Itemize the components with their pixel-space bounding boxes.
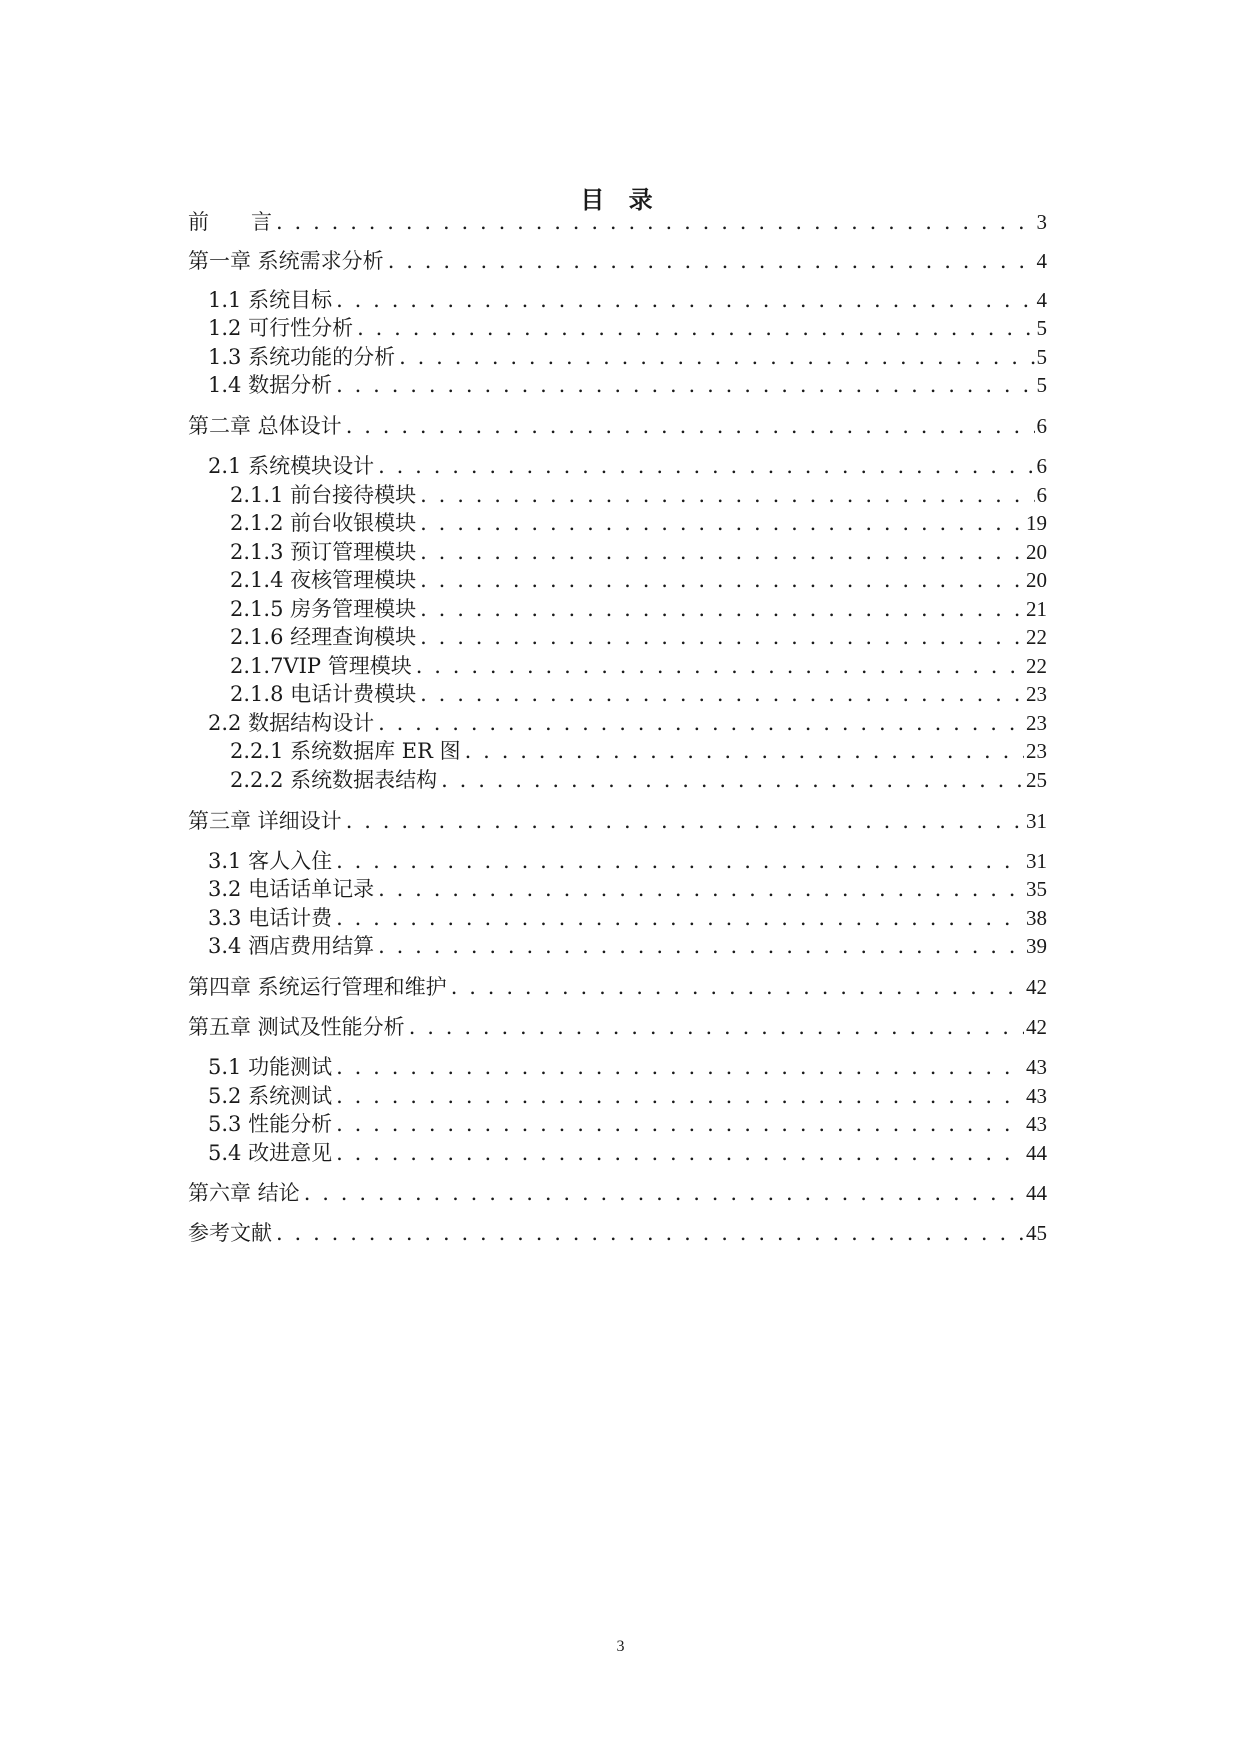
toc-entry-page: 5: [1036, 316, 1047, 340]
toc-entry-page: 4: [1036, 288, 1047, 312]
toc-entry-page: 44: [1026, 1181, 1047, 1205]
toc-entry-label: 第一章 系统需求分析: [188, 249, 384, 273]
toc-leader-dots: [409, 1010, 1024, 1044]
toc-entry-label: 第六章 结论: [188, 1181, 300, 1205]
toc-entry-label: 3.1 客人入住: [208, 849, 333, 873]
toc-leader-dots: [276, 205, 1035, 239]
toc-entry-label: 2.1.7VIP 管理模块: [230, 654, 412, 678]
toc-entry-page: 23: [1026, 682, 1047, 706]
toc-entry-page: 22: [1026, 625, 1047, 649]
toc-entry-label: 2.1.3 预订管理模块: [230, 540, 417, 564]
toc-entry-label: 5.4 改进意见: [208, 1141, 333, 1165]
toc-entry-page: 31: [1026, 849, 1047, 873]
toc-entry-label: 2.1.5 房务管理模块: [230, 597, 417, 621]
toc-entry[interactable]: [188, 409, 1047, 443]
toc-entry-label: 2.1.4 夜核管理模块: [230, 568, 417, 592]
toc-entry-label: 第五章 测试及性能分析: [188, 1015, 405, 1039]
toc-leader-dots: [336, 1136, 1024, 1170]
toc-entry[interactable]: [208, 1136, 1047, 1170]
toc-entry-label: 2.1.2 前台收银模块: [230, 511, 417, 535]
toc-entry-label: 5.2 系统测试: [208, 1084, 333, 1108]
toc-entry[interactable]: [188, 1176, 1047, 1210]
toc-entry-page: 44: [1026, 1141, 1047, 1165]
toc-entry-label: 第二章 总体设计: [188, 414, 342, 438]
toc-leader-dots: [346, 409, 1035, 443]
toc-entry-label: 第四章 系统运行管理和维护: [188, 975, 447, 999]
toc-entry-page: 39: [1026, 934, 1047, 958]
toc-entry-label: 2.1.6 经理查询模块: [230, 625, 417, 649]
toc-entry-label: 1.4 数据分析: [208, 373, 333, 397]
toc-entry-page: 20: [1026, 568, 1047, 592]
toc-entry-page: 38: [1026, 906, 1047, 930]
toc-leader-dots: [346, 804, 1024, 838]
toc-entry-page: 45: [1026, 1221, 1047, 1245]
toc-entry-page: 6: [1036, 414, 1047, 438]
toc-entry-label: 2.2.1 系统数据库 ER 图: [230, 739, 461, 763]
toc-entry-label: 2.1.1 前台接待模块: [230, 483, 417, 507]
toc-entry-label: 2.2.2 系统数据表结构: [230, 768, 438, 792]
toc-entry[interactable]: [188, 804, 1047, 838]
toc-entry-page: 5: [1036, 373, 1047, 397]
toc-entry-page: 23: [1026, 739, 1047, 763]
toc-entry[interactable]: [188, 1010, 1047, 1044]
toc-entry-label: 3.3 电话计费: [208, 906, 333, 930]
toc-entry[interactable]: [188, 244, 1047, 278]
toc-entry-label: 5.1 功能测试: [208, 1055, 333, 1079]
toc-entry-page: 6: [1036, 454, 1047, 478]
toc-entry-label: 1.2 可行性分析: [208, 316, 354, 340]
toc-entry[interactable]: [230, 763, 1047, 797]
toc-title: 目 录: [580, 185, 661, 214]
toc-leader-dots: [336, 368, 1034, 402]
toc-entry-label: 3.2 电话话单记录: [208, 877, 375, 901]
toc-entry-label: 5.3 性能分析: [208, 1112, 333, 1136]
toc-leader-dots: [388, 244, 1035, 278]
toc-entry-page: 22: [1026, 654, 1047, 678]
toc-entry[interactable]: [188, 1216, 1047, 1250]
toc-entry-page: 6: [1036, 483, 1047, 507]
toc-entry-label: 1.3 系统功能的分析: [208, 345, 396, 369]
toc-entry-page: 20: [1026, 540, 1047, 564]
page-number: 3: [616, 1638, 625, 1655]
toc-entry-page: 3: [1036, 210, 1047, 234]
toc-entry-label: 2.1.8 电话计费模块: [230, 682, 417, 706]
toc-leader-dots: [451, 970, 1024, 1004]
toc-entry-page: 31: [1026, 809, 1047, 833]
toc-entry-label: 1.1 系统目标: [208, 288, 333, 312]
toc-entry[interactable]: [188, 970, 1047, 1004]
toc-leader-dots: [304, 1176, 1024, 1210]
toc-entry-page: 4: [1036, 249, 1047, 273]
toc-entry-page: 43: [1026, 1055, 1047, 1079]
toc-leader-dots: [276, 1216, 1024, 1250]
toc-entry-page: 23: [1026, 711, 1047, 735]
toc-entry-page: 25: [1026, 768, 1047, 792]
toc-entry-label: 前 言: [188, 210, 272, 234]
toc-entry-page: 43: [1026, 1084, 1047, 1108]
toc-entry-page: 5: [1036, 345, 1047, 369]
toc-entry[interactable]: [188, 205, 1047, 239]
toc-entry[interactable]: [208, 368, 1047, 402]
toc-entry-label: 3.4 酒店费用结算: [208, 934, 375, 958]
toc-entry-page: 21: [1026, 597, 1047, 621]
toc-entry-page: 43: [1026, 1112, 1047, 1136]
toc-leader-dots: [378, 929, 1024, 963]
toc-entry-page: 42: [1026, 1015, 1047, 1039]
toc-entry-page: 35: [1026, 877, 1047, 901]
toc-entry-label: 2.1 系统模块设计: [208, 454, 375, 478]
toc-entry-label: 第三章 详细设计: [188, 809, 342, 833]
toc-entry-label: 2.2 数据结构设计: [208, 711, 375, 735]
toc-entry-page: 19: [1026, 511, 1047, 535]
toc-leader-dots: [441, 763, 1024, 797]
toc-entry-label: 参考文献: [188, 1221, 272, 1245]
toc-entry-page: 42: [1026, 975, 1047, 999]
toc-entry[interactable]: [208, 929, 1047, 963]
